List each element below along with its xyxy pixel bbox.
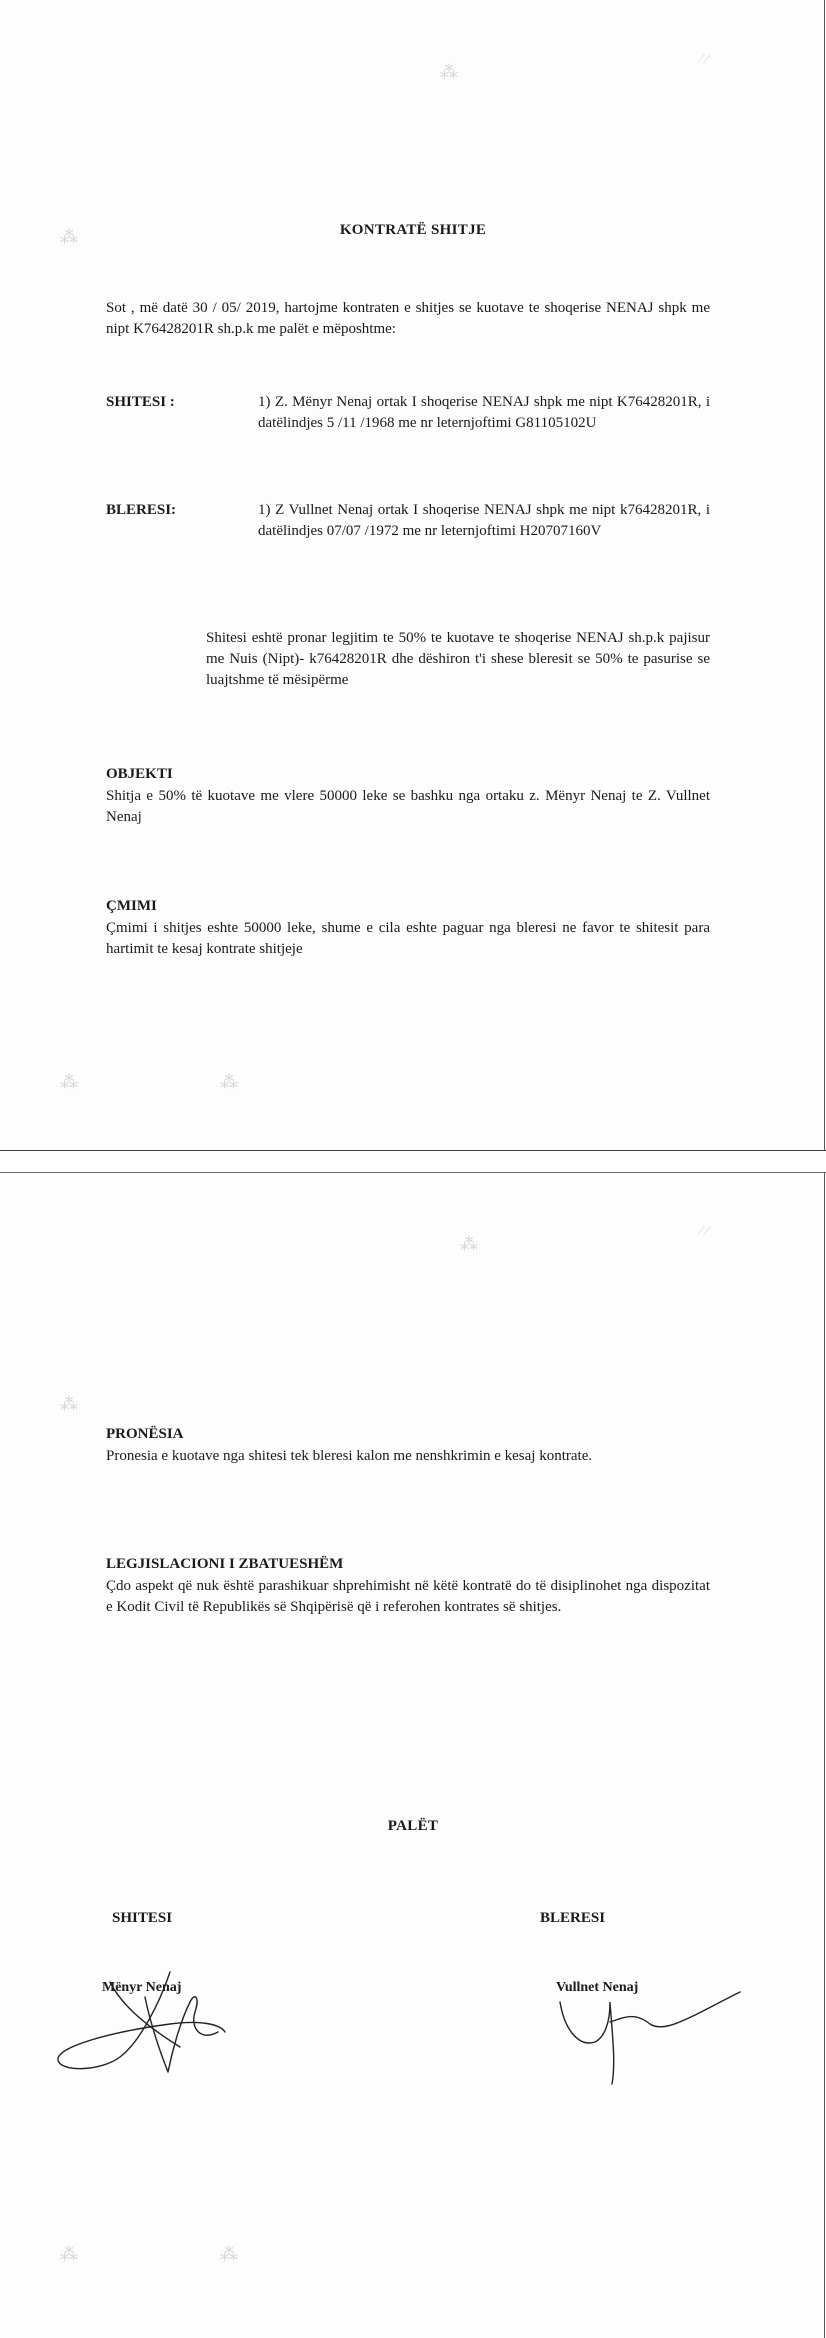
scan-smudge: ⁂ [60,2244,78,2264]
parties-heading: PALËT [387,1818,439,1834]
price-heading: ÇMIMI [106,898,157,914]
scan-smudge: ⁂ [220,1072,238,1092]
scan-smudge: ⁂ [60,1394,78,1414]
scan-smudge: ⁂ [60,1072,78,1092]
ownership-statement: Shitesi eshtë pronar legjitim te 50% te kuotave te shoqerise NENAJ sh.p.k pajisur me Nuis (Nipt)- k76428201R dhe dëshiron t'i shese bleresit se 50% te pasurise se luajtshme të mësipërme [206,630,710,688]
price-text: Çmimi i shitjes eshte 50000 leke, shume e cila eshte paguar nga bleresi ne favor te shitesit para hartimit te kesaj kontrate shitjeje [106,920,710,957]
scan-mark: ⁄ ⁄ [700,1224,709,1239]
buyer-signature-label: BLERESI [540,1910,606,1926]
contract-title: KONTRATË SHITJE [339,222,487,238]
property-heading: PRONËSIA [106,1426,184,1442]
scan-smudge: ⁂ [460,1234,478,1254]
buyer-signature [540,1962,770,2092]
contract-page-1 [0,0,826,1158]
scan-smudge: ⁂ [60,227,78,247]
seller-details: 1) Z. Mënyr Nenaj ortak I shoqerise NENAJ shpk me nipt K76428201R, i datëlindjes 5 /11 /1968 me nr leternjoftimi G81105102U [258,394,710,431]
seller-signature [50,1962,280,2092]
property-text: Pronesia e kuotave nga shitesi tek bleresi kalon me nenshkrimin e kesaj kontrate. [106,1448,593,1464]
page-edge-line [824,1172,825,2338]
buyer-signature-name: Vullnet Nenaj [556,1980,639,1995]
intro-paragraph: Sot , më datë 30 / 05/ 2019, hartojme kontraten e shitjes se kuotave te shoqerise NENAJ shpk me nipt K76428201R sh.p.k me palët e mëposhtme: [106,300,710,337]
seller-signature-label: SHITESI [112,1910,173,1926]
scan-smudge: ⁂ [440,62,458,82]
seller-signature-name: Mënyr Nenaj [102,1980,182,1995]
object-text: Shitja e 50% të kuotave me vlere 50000 leke se bashku nga ortaku z. Mënyr Nenaj te Z. Vullnet Nenaj [106,788,710,825]
object-heading: OBJEKTI [106,766,173,782]
seller-label: SHITESI : [106,394,175,410]
page-edge-line [0,1172,826,1173]
contract-page-2 [0,1172,826,2338]
page-edge-line [824,0,825,1150]
law-text: Çdo aspekt që nuk është parashikuar shprehimisht në këtë kontratë do të disiplinohet nga dispozitat e Kodit Civil të Republikës së Shqipërisë që i referohen kontrates së shitjes. [106,1578,710,1615]
buyer-label: BLERESI: [106,502,177,518]
page-edge-line [0,1150,826,1151]
scan-smudge: ⁂ [220,2244,238,2264]
buyer-details: 1) Z Vullnet Nenaj ortak I shoqerise NENAJ shpk me nipt k76428201R, i datëlindjes 07/07 /1972 me nr leternjoftimi H20707160V [258,502,710,539]
scan-mark: ⁄ ⁄ [700,52,709,67]
law-heading: LEGJISLACIONI I ZBATUESHËM [106,1556,344,1572]
